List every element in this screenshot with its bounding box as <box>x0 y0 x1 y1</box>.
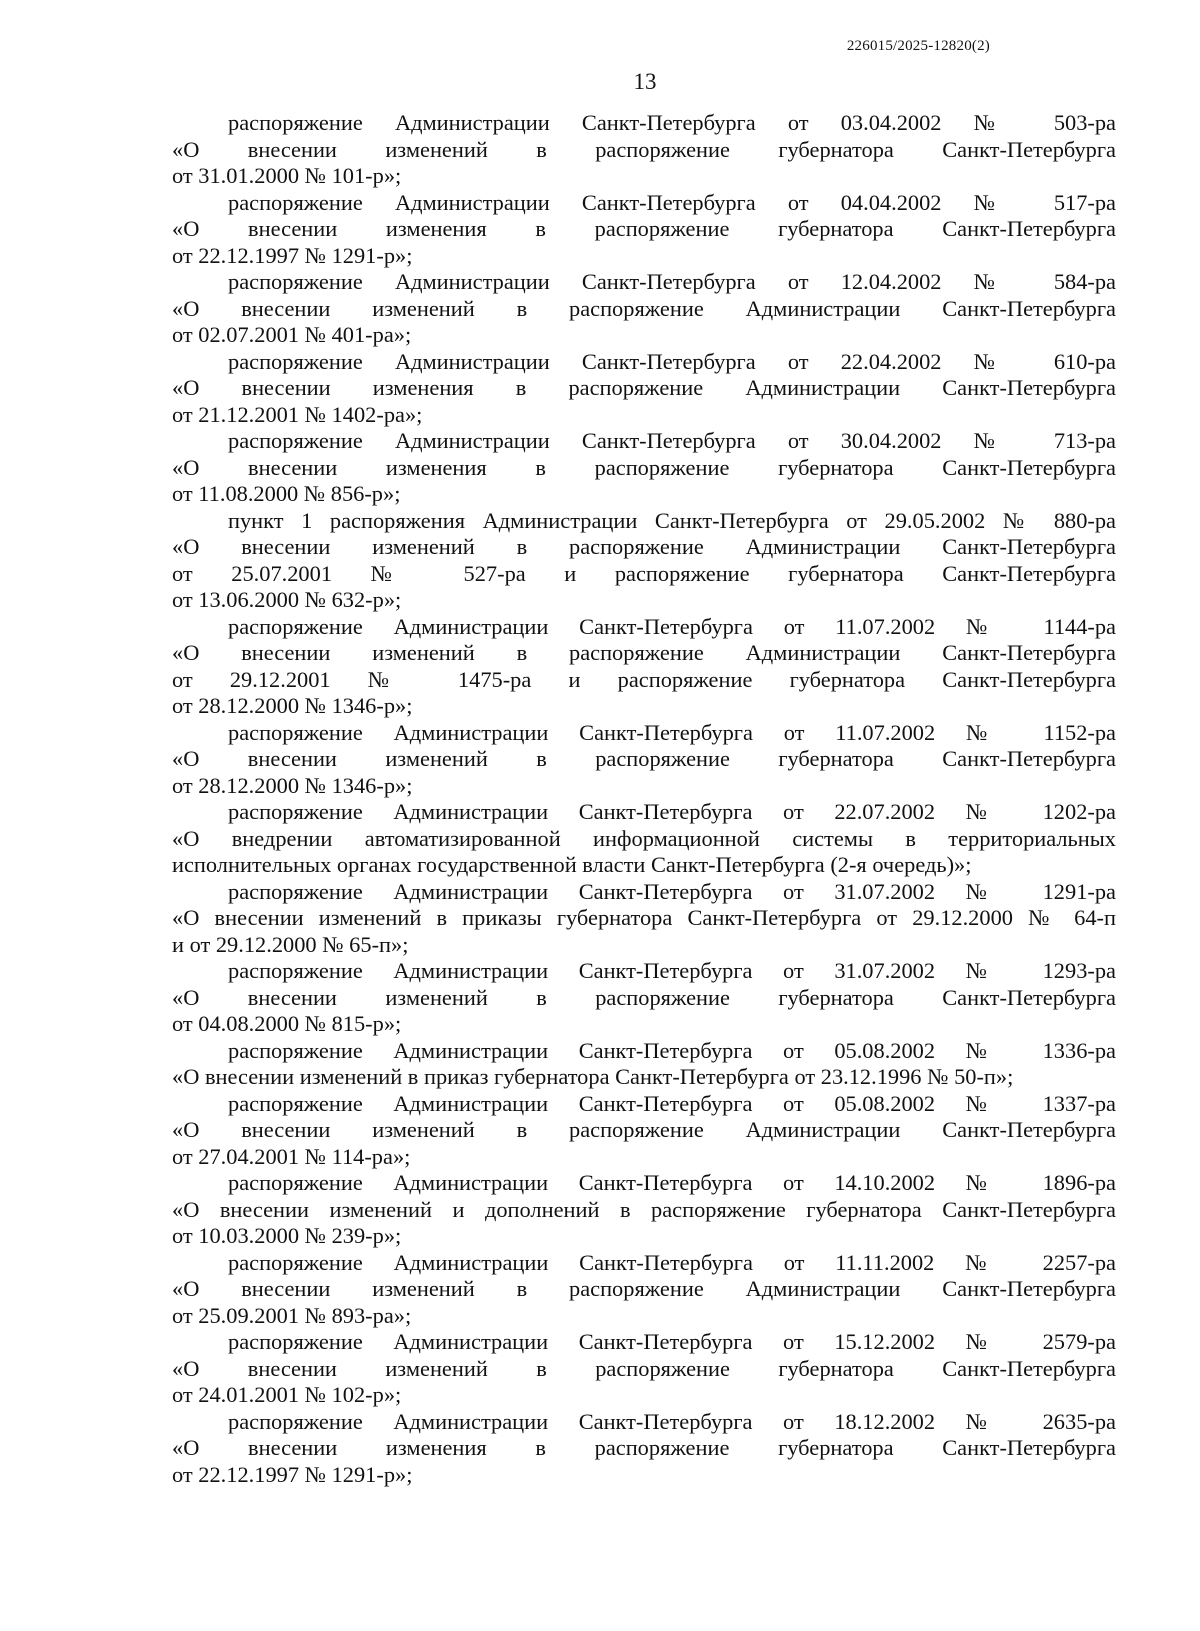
entry-text-line: распоряжение Администрации Санкт-Петербурга от 31.07.2002 № 1291-ра <box>228 878 1116 904</box>
entry-text-line: от 02.07.2001 № 401-ра»; <box>172 322 412 347</box>
entry-text-line: распоряжение Администрации Санкт-Петербурга от 11.07.2002 № 1144-ра <box>228 613 1116 639</box>
entry-text-line: «О внесении изменений в распоряжение губернатора Санкт-Петербурга <box>172 746 1116 771</box>
document-list-entry <box>172 1091 1116 1171</box>
entry-text-line: «О внесении изменений в распоряжение Администрации Санкт-Петербурга <box>172 295 1116 321</box>
entry-text-line: распоряжение Администрации Санкт-Петербурга от 12.04.2002 № 584-ра <box>228 269 1116 294</box>
document-list-entry <box>172 614 1116 720</box>
document-list-entry <box>172 110 1116 190</box>
document-list-entry <box>172 879 1116 959</box>
page-number: 13 <box>633 69 657 94</box>
document-list-entry <box>172 269 1116 349</box>
entry-text-line: «О внесении изменений в распоряжение губернатора Санкт-Петербурга <box>172 136 1116 162</box>
document-list-entry <box>172 799 1116 879</box>
entry-text-line: от 28.12.2000 № 1346-р»; <box>172 772 413 798</box>
entry-text-line: распоряжение Администрации Санкт-Петербурга от 22.07.2002 № 1202-ра <box>228 799 1116 824</box>
entry-text-line: распоряжение Администрации Санкт-Петербурга от 11.07.2002 № 1152-ра <box>228 719 1116 745</box>
entry-text-line: распоряжение Администрации Санкт-Петербурга от 03.04.2002 № 503-ра <box>228 110 1116 135</box>
document-list-entry <box>172 720 1116 800</box>
entry-text-line: распоряжение Администрации Санкт-Петербурга от 04.04.2002 № 517-ра <box>228 189 1116 215</box>
entry-text-line: «О внесении изменений в распоряжение Администрации Санкт-Петербурга <box>172 1117 1116 1142</box>
entry-text-line: распоряжение Администрации Санкт-Петербурга от 31.07.2002 № 1293-ра <box>228 958 1116 983</box>
entry-text-line: «О внесении изменений в приказ губернатора Санкт-Петербурга от 23.12.1996 № 50-п»; <box>172 1064 1014 1089</box>
entry-text-line: от 27.04.2001 № 114-ра»; <box>172 1143 411 1169</box>
entry-text-line: распоряжение Администрации Санкт-Петербурга от 11.11.2002 № 2257-ра <box>228 1249 1116 1275</box>
entry-text-line: от 22.12.1997 № 1291-р»; <box>172 1461 413 1487</box>
document-body <box>172 110 1116 1488</box>
entry-text-line: от 11.08.2000 № 856-р»; <box>172 481 401 506</box>
document-list-entry <box>172 1170 1116 1250</box>
document-list-entry <box>172 190 1116 270</box>
entry-text-line: от 22.12.1997 № 1291-р»; <box>172 242 413 268</box>
entry-text-line: «О внесении изменений в распоряжение губернатора Санкт-Петербурга <box>172 984 1116 1010</box>
entry-text-line: от 29.12.2001 № 1475-ра и распоряжение губернатора Санкт-Петербурга <box>172 666 1116 692</box>
entry-text-line: распоряжение Администрации Санкт-Петербурга от 18.12.2002 № 2635-ра <box>228 1408 1116 1434</box>
entry-text-line: «О внесении изменения в распоряжение губернатора Санкт-Петербурга <box>172 1435 1116 1460</box>
entry-text-line: от 24.01.2001 № 102-р»; <box>172 1382 402 1407</box>
entry-text-line: «О внесении изменений в распоряжение губернатора Санкт-Петербурга <box>172 1355 1116 1381</box>
document-list-entry <box>172 428 1116 508</box>
entry-text-line: распоряжение Администрации Санкт-Петербурга от 15.12.2002 № 2579-ра <box>228 1329 1116 1354</box>
entry-text-line: от 31.01.2000 № 101-р»; <box>172 163 402 188</box>
entry-text-line: распоряжение Администрации Санкт-Петербурга от 05.08.2002 № 1336-ра <box>228 1037 1116 1063</box>
entry-text-line: распоряжение Администрации Санкт-Петербурга от 30.04.2002 № 713-ра <box>228 428 1116 453</box>
entry-text-line: пункт 1 распоряжения Администрации Санкт-Петербурга от 29.05.2002 № 880-ра <box>228 507 1116 533</box>
entry-text-line: от 25.07.2001 № 527-ра и распоряжение губернатора Санкт-Петербурга <box>172 560 1116 586</box>
entry-text-line: распоряжение Администрации Санкт-Петербурга от 22.04.2002 № 610-ра <box>228 348 1116 374</box>
entry-text-line: «О внесении изменений в распоряжение Администрации Санкт-Петербурга <box>172 534 1116 559</box>
entry-text-line: от 13.06.2000 № 632-р»; <box>172 587 402 612</box>
entry-text-line: распоряжение Администрации Санкт-Петербурга от 05.08.2002 № 1337-ра <box>228 1090 1116 1116</box>
entry-text-line: «О внесении изменений и дополнений в распоряжение губернатора Санкт-Петербурга <box>172 1196 1116 1222</box>
document-list-entry <box>172 349 1116 429</box>
entry-text-line: от 28.12.2000 № 1346-р»; <box>172 693 413 718</box>
entry-text-line: «О внесении изменения в распоряжение губернатора Санкт-Петербурга <box>172 454 1116 480</box>
entry-text-line: и от 29.12.2000 № 65-п»; <box>172 931 409 957</box>
document-list-entry <box>172 1409 1116 1489</box>
document-list-entry <box>172 1038 1116 1091</box>
entry-text-line: от 21.12.2001 № 1402-ра»; <box>172 401 423 427</box>
entry-text-line: «О внесении изменений в распоряжение Администрации Санкт-Петербурга <box>172 1276 1116 1301</box>
entry-text-line: исполнительных органах государственной власти Санкт-Петербурга (2-я очередь)»; <box>172 852 972 877</box>
entry-text-line: «О внесении изменения в распоряжение губернатора Санкт-Петербурга <box>172 216 1116 241</box>
entry-text-line: «О внесении изменений в распоряжение Администрации Санкт-Петербурга <box>172 640 1116 665</box>
document-list-entry <box>172 958 1116 1038</box>
entry-text-line: распоряжение Администрации Санкт-Петербурга от 14.10.2002 № 1896-ра <box>228 1170 1116 1195</box>
entry-text-line: «О внесении изменений в приказы губернатора Санкт-Петербурга от 29.12.2000 № 64-п <box>172 905 1116 930</box>
entry-text-line: от 25.09.2001 № 893-ра»; <box>172 1302 412 1328</box>
entry-text-line: «О внедрении автоматизированной информационной системы в территориальных <box>172 825 1116 851</box>
entry-text-line: от 04.08.2000 № 815-р»; <box>172 1011 402 1036</box>
registration-number: 226015/2025-12820(2) <box>846 38 990 54</box>
entry-text-line: от 10.03.2000 № 239-р»; <box>172 1223 402 1248</box>
document-list-entry <box>172 508 1116 614</box>
entry-text-line: «О внесении изменения в распоряжение Администрации Санкт-Петербурга <box>172 375 1116 400</box>
document-list-entry <box>172 1329 1116 1409</box>
document-list-entry <box>172 1250 1116 1330</box>
